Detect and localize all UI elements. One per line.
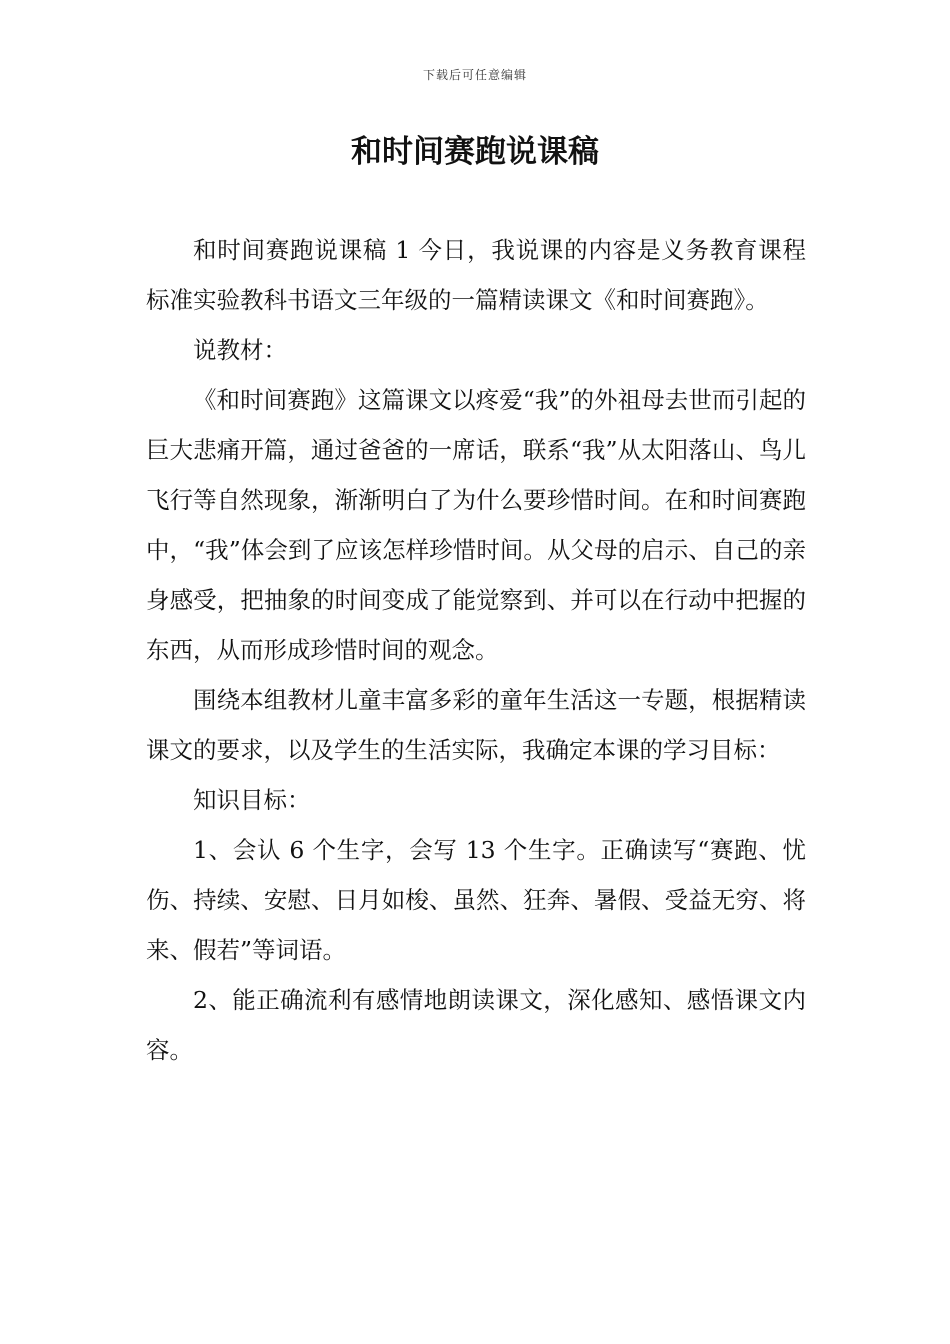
paragraph-materials-description: 《和时间赛跑》这篇课文以疼爱“我”的外祖母去世而引起的巨大悲痛开篇，通过爸爸的一席话，联系“我”从太阳落山、鸟儿飞行等自然现象，渐渐明白了为什么要珍惜时间。在和时间赛跑中，“我”体会到了应该怎样珍惜时间。从父母的启示、自己的亲身感受，把抽象的时间变成了能觉察到、并可以在行动中把握的东西，从而形成珍惜时间的观念。 bbox=[146, 386, 806, 664]
document-body bbox=[146, 225, 806, 1075]
paragraph-intro: 和时间赛跑说课稿 1 今日，我说课的内容是义务教育课程标准实验教科书语文三年级的一篇精读课文《和时间赛跑》。 bbox=[146, 236, 806, 314]
paragraph-goal-2: 2、能正确流利有感情地朗读课文，深化感知、感悟课文内容。 bbox=[146, 986, 806, 1064]
header-note: 下载后可任意编辑 bbox=[422, 68, 527, 82]
paragraph-section-heading-materials: 说教材： bbox=[193, 336, 287, 364]
paragraph-section-heading-knowledge-goals: 知识目标： bbox=[193, 786, 311, 814]
paragraph-goal-1: 1、会认 6 个生字，会写 13 个生字。正确读写“赛跑、忧伤、持续、安慰、日月如梭、虽然、狂奔、暑假、受益无穷、将来、假若”等词语。 bbox=[146, 836, 806, 964]
paragraph-learning-goals-intro: 围绕本组教材儿童丰富多彩的童年生活这一专题，根据精读课文的要求，以及学生的生活实际，我确定本课的学习目标： bbox=[146, 686, 806, 764]
document-title: 和时间赛跑说课稿 bbox=[351, 134, 599, 170]
